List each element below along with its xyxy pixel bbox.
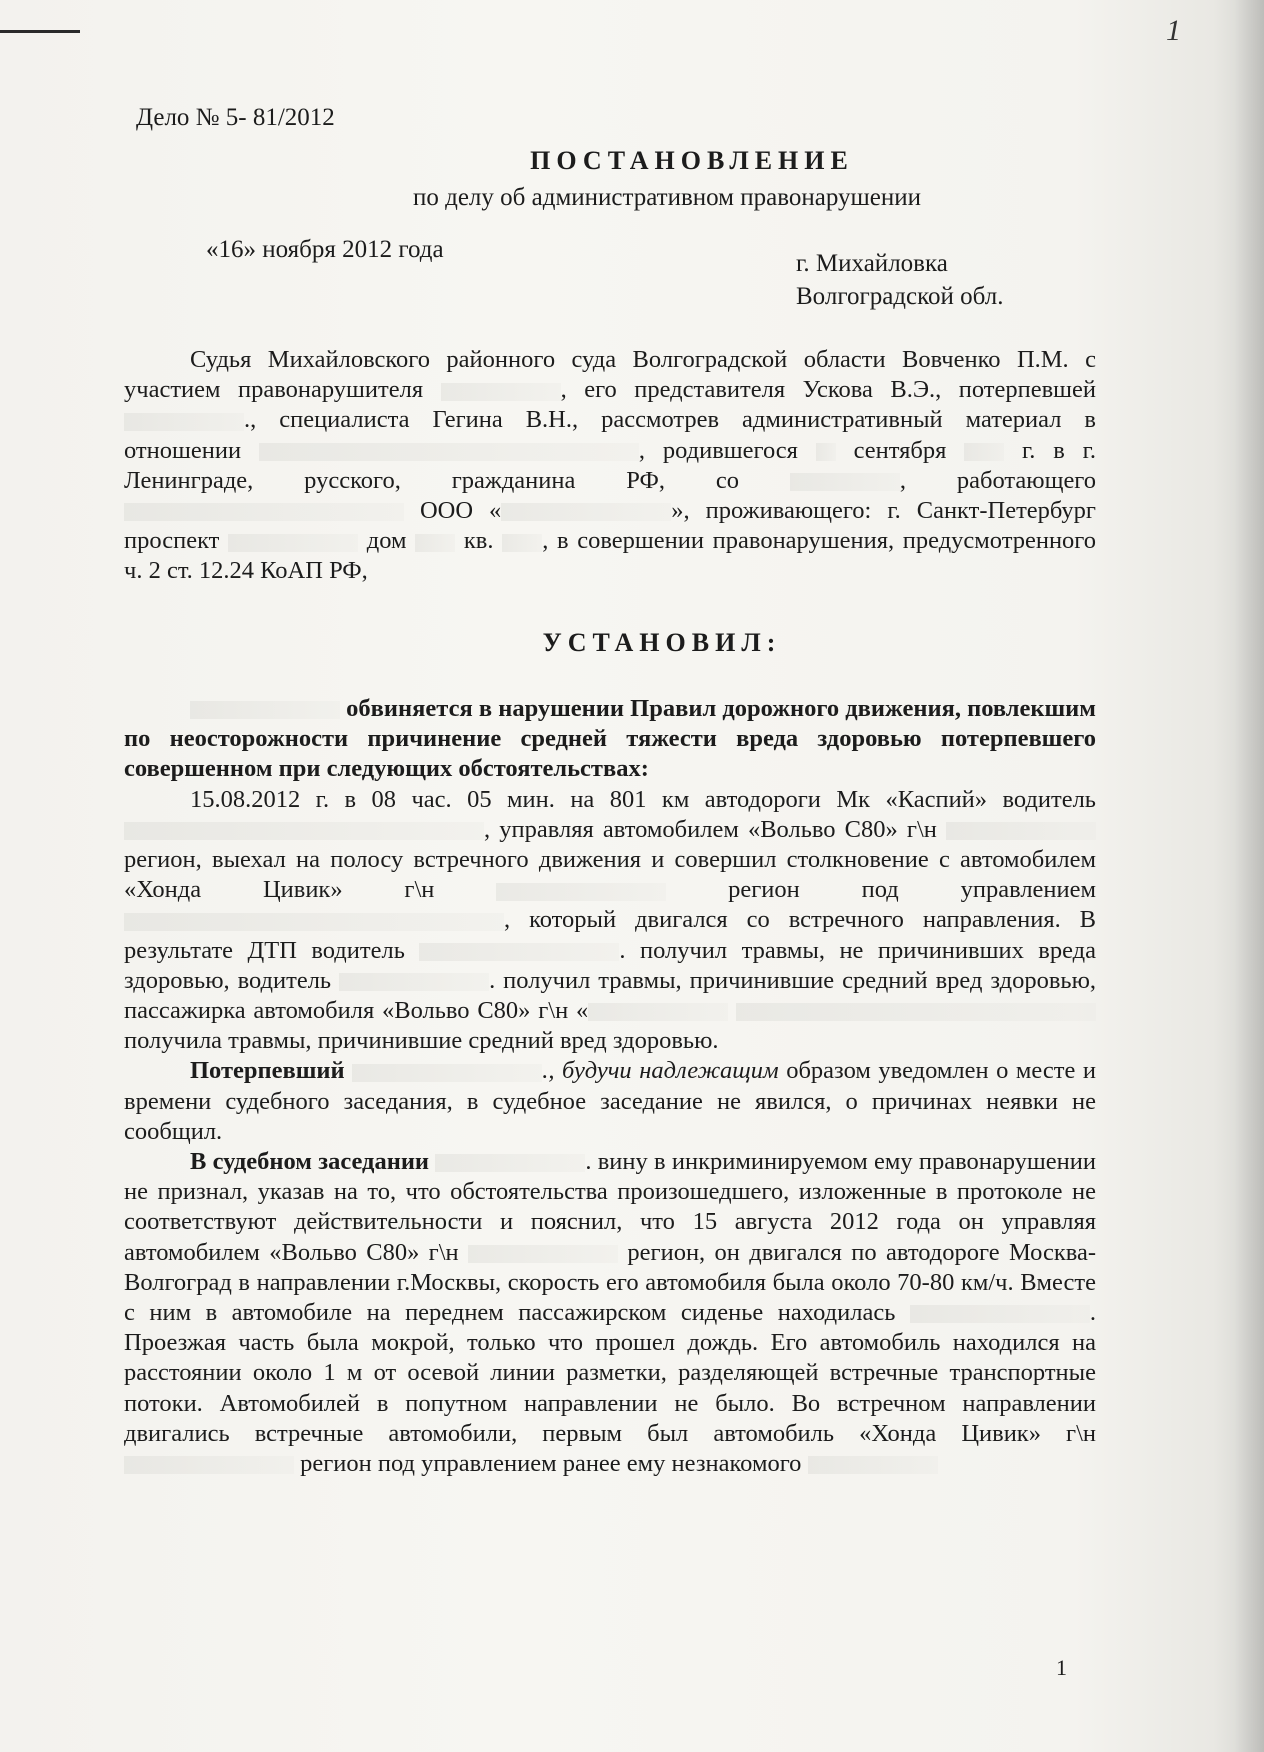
charge-text: обвиняется в нарушении Правил дорожного движения, повлекшим по неосторожности причинение средней тяжести вреда здоровью потерпевшего совершенном при следующих обстоятельствах: (124, 695, 1096, 783)
accident-paragraph: 15.08.2012 г. в 08 час. 05 мин. на 801 км автодороги Мк «Каспий» водитель , управляя автомобилем «Вольво С80» г\н регион, выехал на полосу встречного движения и совершил столкновение с автомобилем «Хонда Цивик» г\н регион под управлением , который двигался со встречного направления. В результате ДТП водитель . получил травмы, не причинивших вреда здоровью, водитель . получил травмы, причинившие средний вред здоровью, пассажирка автомобиля «Вольво С80» г\н « получила травмы, причинившие средний вред здоровью. (124, 785, 1097, 1055)
document-title: ПОСТАНОВЛЕНИЕ (530, 146, 854, 175)
victim-paragraph: Потерпевший ., будучи надлежащим образом уведомлен о месте и времени судебного заседания, в судебное заседание не явился, о причинах неявки не сообщил. (124, 1057, 1097, 1145)
document-subtitle: по делу об административном правонарушении (412, 184, 921, 211)
scan-edge-mark (0, 30, 80, 33)
document-date: «16» ноября 2012 года (206, 236, 444, 263)
intro-paragraph: Судья Михайловского районного суда Волгоградской области Вовченко П.М. с участием правонарушителя , его представителя Ускова В.Э., потерпевшей ., специалиста Гегина В.Н., рассмотрев административный материал в отношении , родившегося сентября г. в г. Ленинграде, русского, гражданина РФ, со , работающего ООО « », проживающего: г. Санкт-Петербург проспект дом кв. , в совершении правонарушения, предусмотренного ч. 2 ст. 12.24 КоАП РФ, (124, 346, 1097, 585)
page-number: 1 (1056, 1655, 1067, 1680)
section-heading: УСТАНОВИЛ: (542, 628, 782, 657)
scan-shadow (1234, 0, 1264, 1752)
court-paragraph: В судебном заседании . вину в инкриминируемом ему правонарушении не признал, указав на то, что обстоятельства произошедшего, изложенные в протоколе не соответствуют действительности и пояснил, что 15 августа 2012 года он управляя автомобилем «Вольво С80» г\н регион, он двигался по автодороге Москва-Волгоград в направлении г.Москвы, скорость его автомобиля была около 70-80 км/ч. Вместе с ним в автомобиле на переднем пассажирском сиденье находилась . Проезжая часть была мокрой, только что прошел дождь. Его автомобиль находился на расстоянии около 1 м от осевой линии разметки, разделяющей встречные транспортные потоки. Автомобилей в попутном направлении не было. Во встречном направлении двигались встречные автомобили, первым был автомобиль «Хонда Цивик» г\н регион под управлением ранее ему незнакомого (124, 1148, 1097, 1478)
place-region: Волгоградской обл. (796, 283, 1004, 310)
case-number: Дело № 5- 81/2012 (136, 104, 335, 131)
corner-mark: 1 (1166, 14, 1181, 47)
findings-text (124, 694, 1096, 1479)
place-city: г. Михайловка (796, 250, 948, 277)
